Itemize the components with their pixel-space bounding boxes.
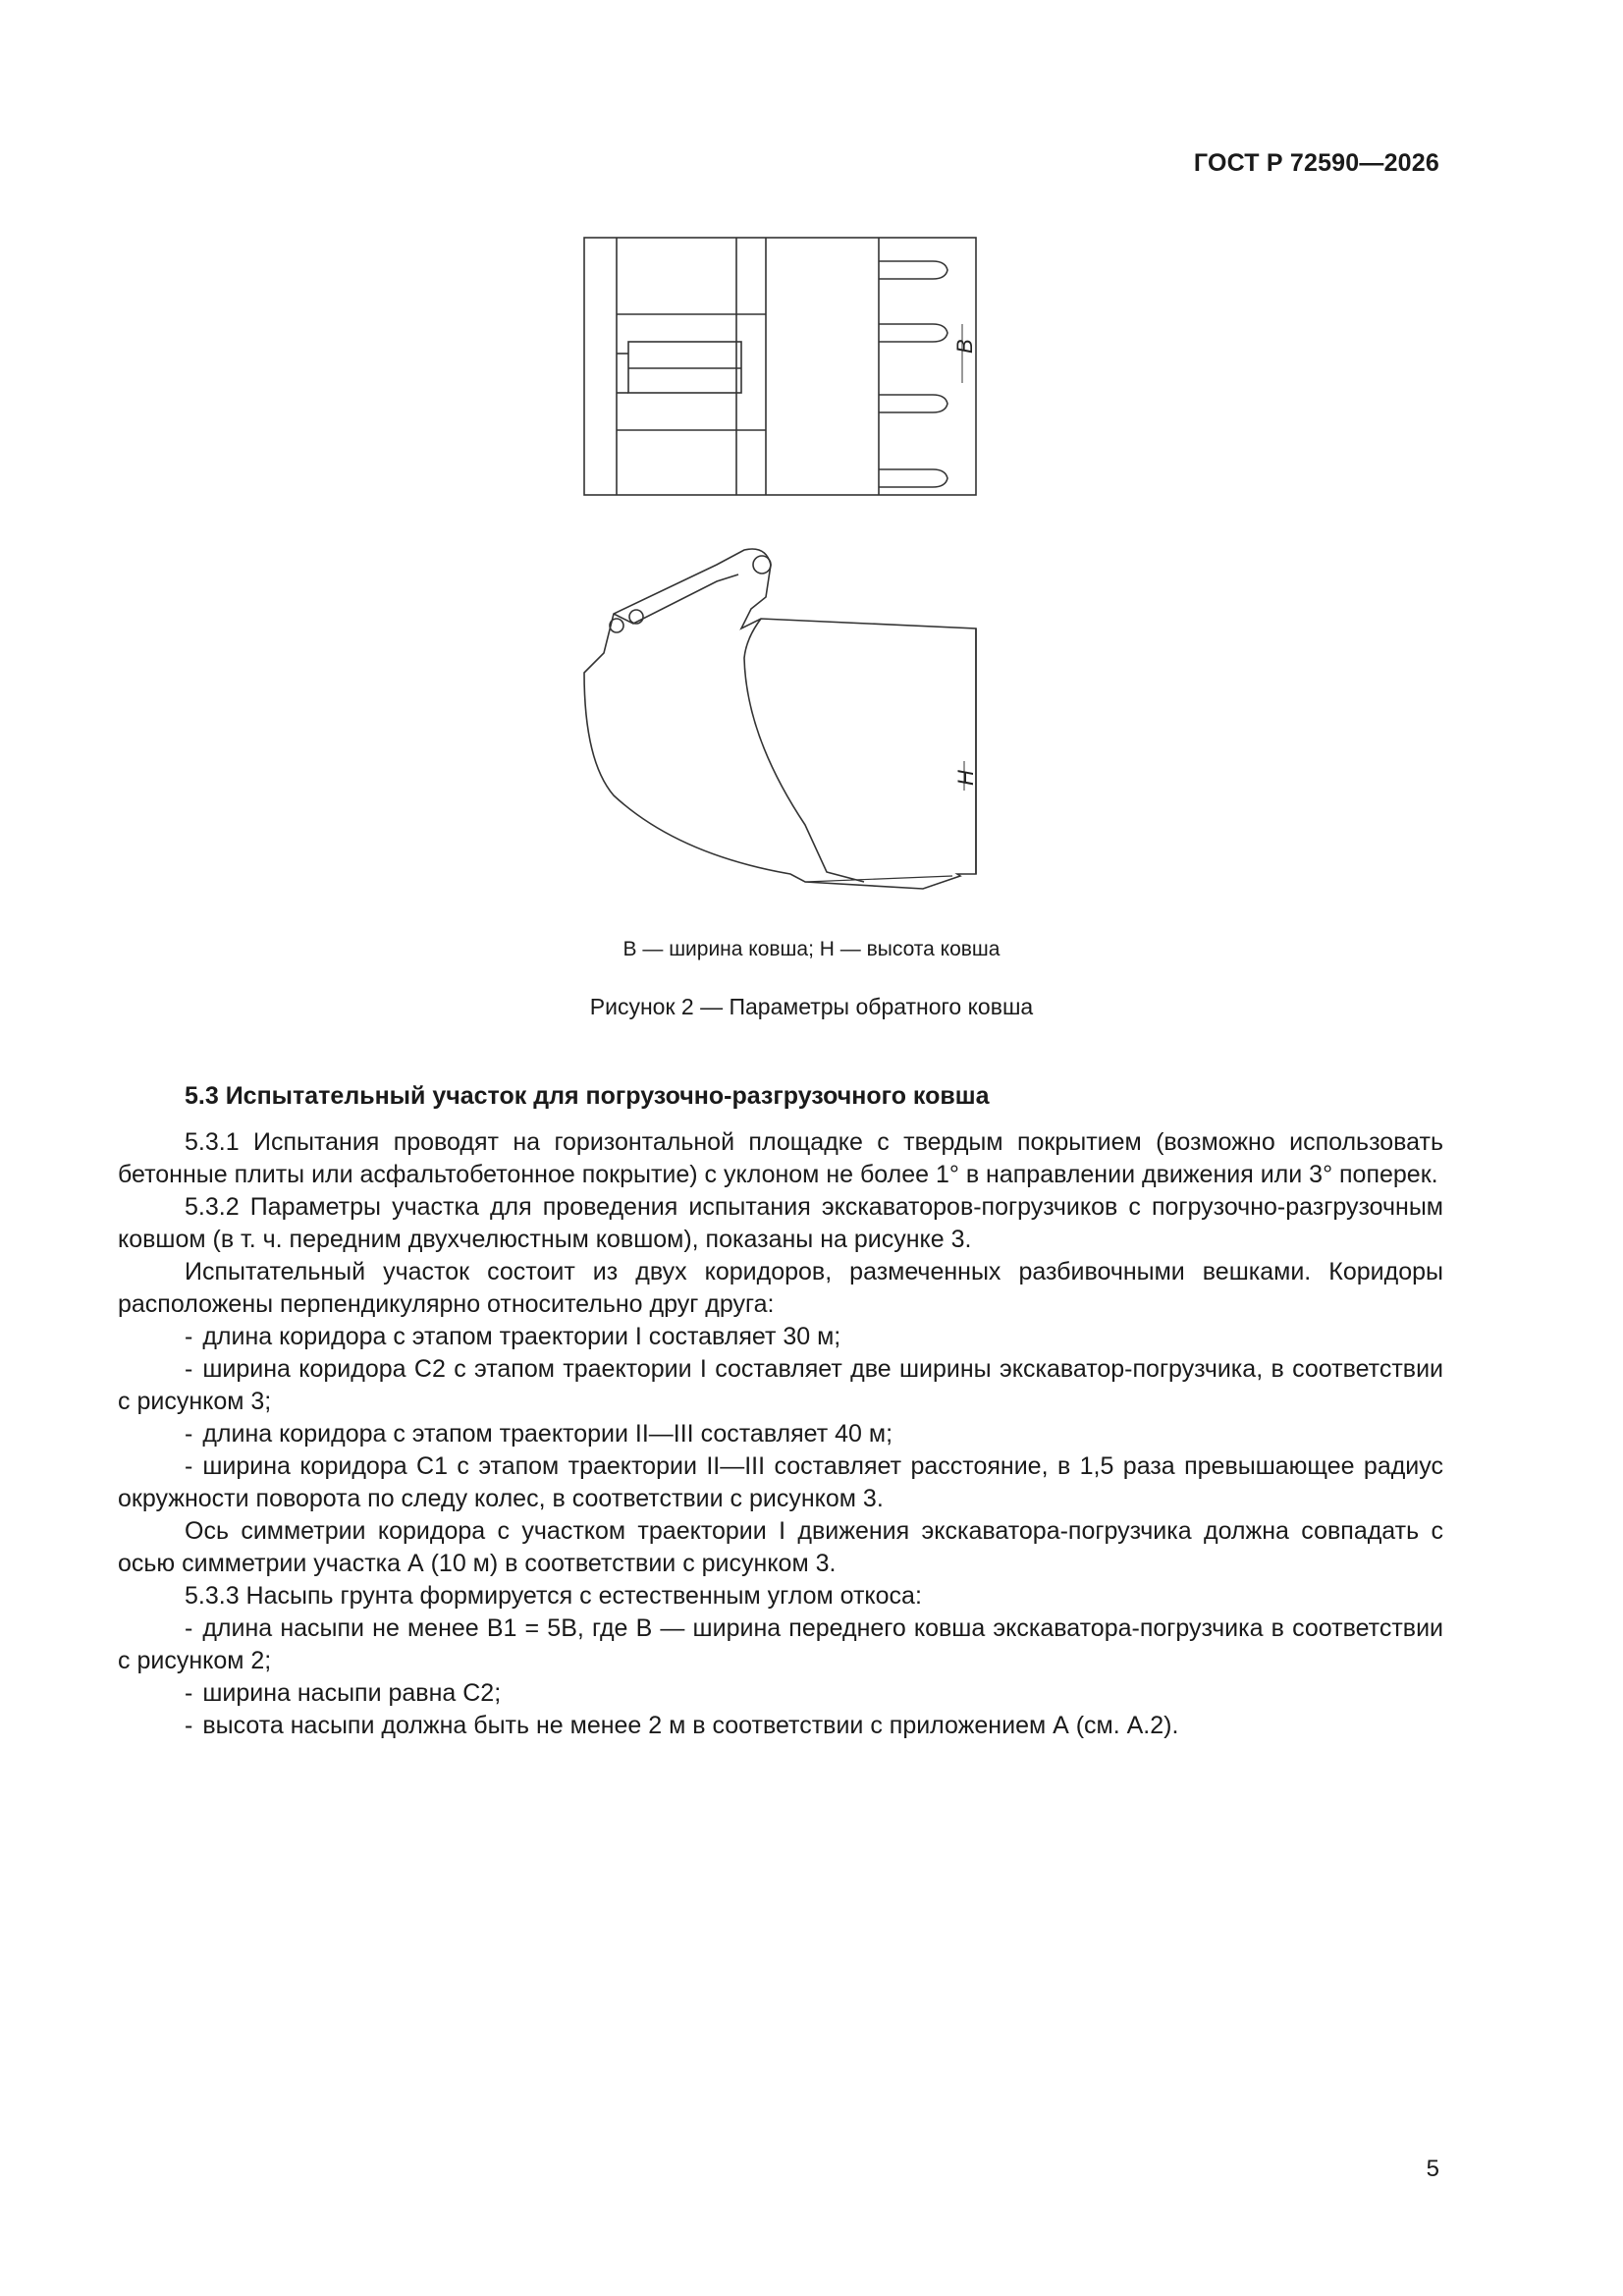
- bucket-figure: [569, 226, 992, 903]
- bucket-top-view-outline: [584, 238, 976, 495]
- bucket-hitch-plate: [628, 342, 741, 393]
- figure-legend: [0, 938, 1623, 961]
- list-item: - длина коридора с этапом траектории I составляет 30 м;: [185, 1323, 841, 1350]
- section-5-3: [118, 1080, 1443, 1742]
- paragraph-5-3-1: 5.3.1 Испытания проводят на горизонтальной площадке с твердым покрытием (возможно использовать бетонные плиты или асфальтобетонное покрытие) с уклоном не более 1° в направлении движения или 3° поперек.: [118, 1128, 1443, 1188]
- paragraph-site-description: Испытательный участок состоит из двух коридоров, размеченных разбивочными вешками. Коридоры расположены перпендикулярно относительно друг друга:: [118, 1258, 1443, 1318]
- list-item: - ширина коридора C1 с этапом траектории II—III составляет расстояние, в 1,5 раза превышающее радиус окружности поворота по следу колес, в соответствии с рисунком 3.: [118, 1452, 1443, 1512]
- list-item: - ширина коридора C2 с этапом траектории I составляет две ширины экскаватор-погрузчика, в соответствии с рисунком 3;: [118, 1355, 1443, 1415]
- dim-h-label: H: [953, 770, 978, 786]
- list-item: - длина насыпи не менее B1 = 5В, где B — ширина переднего ковша экскаватора-погрузчика в соответствии с рисунком 2;: [118, 1614, 1443, 1674]
- figure-caption: Рисунок 2 — Параметры обратного ковша: [589, 994, 1034, 1019]
- bucket-drawing: [569, 226, 992, 903]
- list-item: - ширина насыпи равна C2;: [185, 1679, 502, 1707]
- section-title: 5.3 Испытательный участок для погрузочно-разгрузочного ковша: [185, 1082, 990, 1110]
- page-number: 5: [1426, 2156, 1439, 2182]
- paragraph-5-3-3: 5.3.3 Насыпь грунта формируется с естественным углом откоса:: [185, 1582, 922, 1610]
- list-item: - длина коридора с этапом траектории II—III составляет 40 м;: [185, 1420, 893, 1448]
- figure-legend-text: B — ширина ковша; H — высота ковша: [622, 938, 1001, 960]
- paragraph-5-3-2: 5.3.2 Параметры участка для проведения испытания экскаваторов-погрузчиков с погрузочно-разгрузочным ковшом (в т. ч. передним двухчелюстным ковшом), показаны на рисунке 3.: [118, 1193, 1443, 1253]
- list-item: - высота насыпи должна быть не менее 2 м в соответствии с приложением А (см. А.2).: [185, 1712, 1179, 1739]
- dim-b-label: B: [952, 339, 977, 354]
- bucket-side-profile: [584, 549, 976, 889]
- paragraph-axis-symmetry: Ось симметрии коридора с участком траектории I движения экскаватора-погрузчика должна совпадать с осью симметрии участка А (10 м) в соответствии с рисунком 3.: [118, 1517, 1443, 1577]
- bucket-teeth: [879, 238, 947, 495]
- standard-number: ГОСТ Р 72590—2026: [1193, 149, 1439, 177]
